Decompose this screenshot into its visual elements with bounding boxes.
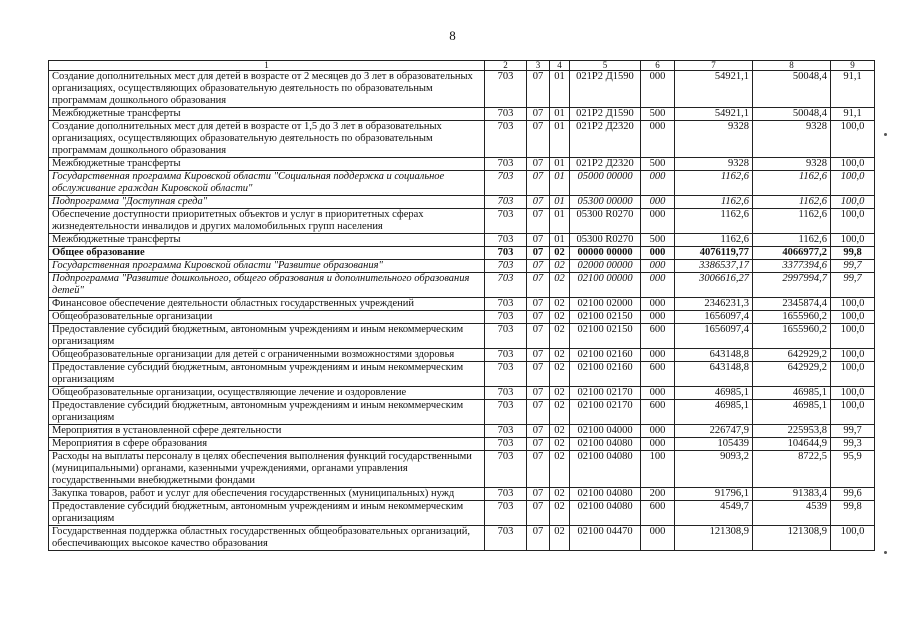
cell-percent: 100,0 <box>831 171 875 196</box>
row-name: Мероприятия в установленной сфере деятельности <box>49 425 485 438</box>
cell-expense-type: 600 <box>641 501 675 526</box>
column-number: 4 <box>550 61 570 71</box>
cell-expense-type: 000 <box>641 349 675 362</box>
row-name: Предоставление субсидий бюджетным, автономным учреждениям и иным некоммерческим организациям <box>49 501 485 526</box>
cell-section: 07 <box>527 349 550 362</box>
cell-subsection: 01 <box>550 234 570 247</box>
column-number-row <box>49 61 875 71</box>
cell-percent: 100,0 <box>831 209 875 234</box>
cell-target-article: 021P2 Д2320 <box>570 121 641 158</box>
cell-ved-code: 703 <box>485 71 527 108</box>
row-name: Межбюджетные трансферты <box>49 234 485 247</box>
cell-section: 07 <box>527 311 550 324</box>
row-name: Предоставление субсидий бюджетным, автономным учреждениям и иным некоммерческим организациям <box>49 324 485 349</box>
column-number: 5 <box>570 61 641 71</box>
cell-planned: 91796,1 <box>675 488 753 501</box>
cell-percent: 100,0 <box>831 324 875 349</box>
cell-expense-type: 500 <box>641 158 675 171</box>
row-name: Межбюджетные трансферты <box>49 158 485 171</box>
cell-percent: 100,0 <box>831 121 875 158</box>
cell-executed: 1162,6 <box>753 171 831 196</box>
cell-section: 07 <box>527 196 550 209</box>
column-number: 1 <box>49 61 485 71</box>
cell-ved-code: 703 <box>485 324 527 349</box>
cell-executed: 1162,6 <box>753 196 831 209</box>
table-row <box>49 71 875 108</box>
cell-section: 07 <box>527 260 550 273</box>
table-row <box>49 273 875 298</box>
cell-expense-type: 000 <box>641 71 675 108</box>
cell-planned: 46985,1 <box>675 400 753 425</box>
table-row <box>49 526 875 551</box>
cell-subsection: 02 <box>550 400 570 425</box>
cell-target-article: 02100 02150 <box>570 324 641 349</box>
cell-planned: 121308,9 <box>675 526 753 551</box>
cell-target-article: 02100 02160 <box>570 349 641 362</box>
cell-executed: 1655960,2 <box>753 324 831 349</box>
table-row <box>49 362 875 387</box>
cell-target-article: 02100 02170 <box>570 400 641 425</box>
cell-executed: 104644,9 <box>753 438 831 451</box>
cell-subsection: 01 <box>550 171 570 196</box>
table-row <box>49 501 875 526</box>
cell-expense-type: 600 <box>641 400 675 425</box>
cell-percent: 100,0 <box>831 349 875 362</box>
cell-subsection: 02 <box>550 425 570 438</box>
row-name: Предоставление субсидий бюджетным, автономным учреждениям и иным некоммерческим организациям <box>49 362 485 387</box>
cell-executed: 4539 <box>753 501 831 526</box>
cell-expense-type: 000 <box>641 196 675 209</box>
cell-ved-code: 703 <box>485 311 527 324</box>
cell-section: 07 <box>527 438 550 451</box>
cell-percent: 100,0 <box>831 158 875 171</box>
cell-section: 07 <box>527 171 550 196</box>
row-name: Подпрограмма "Развитие дошкольного, общего образования и дополнительного образования детей" <box>49 273 485 298</box>
column-number: 6 <box>641 61 675 71</box>
table-row <box>49 298 875 311</box>
cell-subsection: 02 <box>550 438 570 451</box>
column-number: 2 <box>485 61 527 71</box>
row-name: Общее образование <box>49 247 485 260</box>
cell-subsection: 02 <box>550 488 570 501</box>
cell-percent: 99,8 <box>831 501 875 526</box>
table-row <box>49 400 875 425</box>
cell-target-article: 02100 02160 <box>570 362 641 387</box>
cell-executed: 8722,5 <box>753 451 831 488</box>
cell-section: 07 <box>527 121 550 158</box>
cell-subsection: 02 <box>550 247 570 260</box>
cell-planned: 1162,6 <box>675 209 753 234</box>
cell-executed: 121308,9 <box>753 526 831 551</box>
cell-executed: 50048,4 <box>753 71 831 108</box>
cell-executed: 2997994,7 <box>753 273 831 298</box>
cell-expense-type: 000 <box>641 273 675 298</box>
cell-planned: 46985,1 <box>675 387 753 400</box>
cell-executed: 642929,2 <box>753 362 831 387</box>
row-name: Государственная программа Кировской области "Социальная поддержка и социальное обслуживание граждан Кировской области" <box>49 171 485 196</box>
row-name: Общеобразовательные организации <box>49 311 485 324</box>
cell-section: 07 <box>527 298 550 311</box>
cell-subsection: 02 <box>550 362 570 387</box>
cell-expense-type: 500 <box>641 234 675 247</box>
cell-section: 07 <box>527 526 550 551</box>
cell-section: 07 <box>527 400 550 425</box>
cell-executed: 1162,6 <box>753 209 831 234</box>
cell-expense-type: 500 <box>641 108 675 121</box>
cell-percent: 99,7 <box>831 260 875 273</box>
cell-target-article: 05300 R0270 <box>570 234 641 247</box>
cell-target-article: 02100 02150 <box>570 311 641 324</box>
cell-executed: 9328 <box>753 158 831 171</box>
row-name: Подпрограмма "Доступная среда" <box>49 196 485 209</box>
cell-executed: 1162,6 <box>753 234 831 247</box>
cell-percent: 99,6 <box>831 488 875 501</box>
cell-subsection: 02 <box>550 260 570 273</box>
cell-section: 07 <box>527 209 550 234</box>
cell-planned: 9093,2 <box>675 451 753 488</box>
cell-executed: 91383,4 <box>753 488 831 501</box>
cell-executed: 50048,4 <box>753 108 831 121</box>
cell-section: 07 <box>527 247 550 260</box>
cell-expense-type: 000 <box>641 298 675 311</box>
cell-subsection: 02 <box>550 311 570 324</box>
cell-percent: 100,0 <box>831 362 875 387</box>
cell-ved-code: 703 <box>485 501 527 526</box>
cell-executed: 1655960,2 <box>753 311 831 324</box>
cell-expense-type: 000 <box>641 260 675 273</box>
cell-subsection: 02 <box>550 349 570 362</box>
cell-ved-code: 703 <box>485 108 527 121</box>
cell-ved-code: 703 <box>485 273 527 298</box>
table-row <box>49 488 875 501</box>
cell-ved-code: 703 <box>485 234 527 247</box>
cell-planned: 226747,9 <box>675 425 753 438</box>
scan-speck <box>884 133 887 136</box>
cell-target-article: 00000 00000 <box>570 247 641 260</box>
cell-subsection: 01 <box>550 108 570 121</box>
cell-target-article: 02100 02170 <box>570 387 641 400</box>
cell-target-article: 02100 04080 <box>570 488 641 501</box>
cell-executed: 642929,2 <box>753 349 831 362</box>
cell-section: 07 <box>527 425 550 438</box>
cell-percent: 91,1 <box>831 71 875 108</box>
cell-ved-code: 703 <box>485 451 527 488</box>
cell-planned: 3006616,27 <box>675 273 753 298</box>
table-row <box>49 425 875 438</box>
cell-expense-type: 200 <box>641 488 675 501</box>
cell-percent: 99,7 <box>831 425 875 438</box>
cell-subsection: 02 <box>550 273 570 298</box>
cell-subsection: 02 <box>550 501 570 526</box>
row-name: Закупка товаров, работ и услуг для обеспечения государственных (муниципальных) нужд <box>49 488 485 501</box>
cell-section: 07 <box>527 324 550 349</box>
cell-ved-code: 703 <box>485 488 527 501</box>
cell-section: 07 <box>527 71 550 108</box>
cell-subsection: 02 <box>550 451 570 488</box>
row-name: Создание дополнительных мест для детей в возрасте от 2 месяцев до 3 лет в образовательных организациях, осуществляющих образовательную деятельность по образовательным программам дошкольного образования <box>49 71 485 108</box>
cell-target-article: 02100 02000 <box>570 298 641 311</box>
cell-section: 07 <box>527 273 550 298</box>
table-row <box>49 121 875 158</box>
cell-target-article: 02100 04080 <box>570 501 641 526</box>
table-row <box>49 311 875 324</box>
cell-planned: 2346231,3 <box>675 298 753 311</box>
cell-percent: 100,0 <box>831 196 875 209</box>
cell-ved-code: 703 <box>485 298 527 311</box>
cell-expense-type: 600 <box>641 362 675 387</box>
cell-expense-type: 000 <box>641 438 675 451</box>
cell-expense-type: 000 <box>641 387 675 400</box>
cell-expense-type: 000 <box>641 425 675 438</box>
scan-speck <box>884 551 887 554</box>
cell-planned: 1162,6 <box>675 171 753 196</box>
cell-ved-code: 703 <box>485 526 527 551</box>
cell-subsection: 01 <box>550 71 570 108</box>
table-row <box>49 260 875 273</box>
cell-ved-code: 703 <box>485 260 527 273</box>
cell-ved-code: 703 <box>485 349 527 362</box>
cell-section: 07 <box>527 488 550 501</box>
cell-percent: 100,0 <box>831 234 875 247</box>
column-number: 9 <box>831 61 875 71</box>
cell-expense-type: 000 <box>641 311 675 324</box>
cell-executed: 4066977,2 <box>753 247 831 260</box>
cell-subsection: 01 <box>550 196 570 209</box>
cell-ved-code: 703 <box>485 196 527 209</box>
cell-percent: 91,1 <box>831 108 875 121</box>
row-name: Межбюджетные трансферты <box>49 108 485 121</box>
cell-target-article: 02100 04080 <box>570 438 641 451</box>
cell-expense-type: 000 <box>641 121 675 158</box>
cell-executed: 2345874,4 <box>753 298 831 311</box>
cell-percent: 100,0 <box>831 298 875 311</box>
column-number: 7 <box>675 61 753 71</box>
row-name: Общеобразовательные организации для детей с ограниченными возможностями здоровья <box>49 349 485 362</box>
cell-section: 07 <box>527 234 550 247</box>
cell-subsection: 01 <box>550 121 570 158</box>
cell-percent: 100,0 <box>831 526 875 551</box>
cell-expense-type: 600 <box>641 324 675 349</box>
cell-planned: 54921,1 <box>675 71 753 108</box>
cell-planned: 1162,6 <box>675 196 753 209</box>
table-row <box>49 171 875 196</box>
cell-planned: 3386537,17 <box>675 260 753 273</box>
cell-executed: 225953,8 <box>753 425 831 438</box>
cell-target-article: 021P2 Д1590 <box>570 108 641 121</box>
table-row <box>49 234 875 247</box>
table-row <box>49 158 875 171</box>
budget-table <box>48 60 875 551</box>
cell-section: 07 <box>527 387 550 400</box>
cell-planned: 54921,1 <box>675 108 753 121</box>
cell-section: 07 <box>527 108 550 121</box>
cell-ved-code: 703 <box>485 400 527 425</box>
cell-executed: 46985,1 <box>753 400 831 425</box>
cell-target-article: 05000 00000 <box>570 171 641 196</box>
cell-target-article: 05300 00000 <box>570 196 641 209</box>
cell-subsection: 01 <box>550 158 570 171</box>
cell-planned: 4549,7 <box>675 501 753 526</box>
table-row <box>49 196 875 209</box>
cell-section: 07 <box>527 158 550 171</box>
cell-subsection: 02 <box>550 298 570 311</box>
table-row <box>49 438 875 451</box>
cell-target-article: 02100 04080 <box>570 451 641 488</box>
table-row <box>49 209 875 234</box>
row-name: Финансовое обеспечение деятельности областных государственных учреждений <box>49 298 485 311</box>
cell-target-article: 021P2 Д2320 <box>570 158 641 171</box>
cell-planned: 4076119,77 <box>675 247 753 260</box>
cell-planned: 643148,8 <box>675 362 753 387</box>
table-row <box>49 247 875 260</box>
row-name: Государственная программа Кировской области "Развитие образования" <box>49 260 485 273</box>
cell-expense-type: 100 <box>641 451 675 488</box>
cell-section: 07 <box>527 362 550 387</box>
cell-ved-code: 703 <box>485 425 527 438</box>
cell-ved-code: 703 <box>485 362 527 387</box>
cell-section: 07 <box>527 451 550 488</box>
column-number: 8 <box>753 61 831 71</box>
cell-expense-type: 000 <box>641 209 675 234</box>
cell-planned: 1656097,4 <box>675 324 753 349</box>
cell-planned: 105439 <box>675 438 753 451</box>
cell-ved-code: 703 <box>485 209 527 234</box>
row-name: Создание дополнительных мест для детей в возрасте от 1,5 до 3 лет в образовательных организациях, осуществляющих образовательную деятельность по образовательным программам дошкольного образования <box>49 121 485 158</box>
table-row <box>49 108 875 121</box>
cell-ved-code: 703 <box>485 438 527 451</box>
cell-expense-type: 000 <box>641 526 675 551</box>
cell-expense-type: 000 <box>641 247 675 260</box>
cell-planned: 9328 <box>675 158 753 171</box>
cell-executed: 9328 <box>753 121 831 158</box>
cell-planned: 9328 <box>675 121 753 158</box>
column-number: 3 <box>527 61 550 71</box>
row-name: Общеобразовательные организации, осуществляющие лечение и оздоровление <box>49 387 485 400</box>
cell-ved-code: 703 <box>485 158 527 171</box>
cell-target-article: 02100 04000 <box>570 425 641 438</box>
cell-executed: 3377394,6 <box>753 260 831 273</box>
table-row <box>49 387 875 400</box>
cell-ved-code: 703 <box>485 247 527 260</box>
cell-target-article: 02000 00000 <box>570 260 641 273</box>
cell-subsection: 02 <box>550 324 570 349</box>
cell-percent: 99,8 <box>831 247 875 260</box>
row-name: Расходы на выплаты персоналу в целях обеспечения выполнения функций государственными (муниципальными) органами, казенными учреждениями, органами управления государственными внебюджетными фондами <box>49 451 485 488</box>
cell-subsection: 02 <box>550 526 570 551</box>
cell-target-article: 02100 00000 <box>570 273 641 298</box>
cell-subsection: 01 <box>550 209 570 234</box>
cell-percent: 99,3 <box>831 438 875 451</box>
cell-planned: 1656097,4 <box>675 311 753 324</box>
cell-ved-code: 703 <box>485 387 527 400</box>
cell-target-article: 021P2 Д1590 <box>570 71 641 108</box>
cell-section: 07 <box>527 501 550 526</box>
row-name: Государственная поддержка областных государственных общеобразовательных организаций, обеспечивающих высокое качество образования <box>49 526 485 551</box>
page-number: 8 <box>449 28 456 43</box>
cell-planned: 1162,6 <box>675 234 753 247</box>
cell-percent: 99,7 <box>831 273 875 298</box>
cell-percent: 100,0 <box>831 387 875 400</box>
row-name: Предоставление субсидий бюджетным, автономным учреждениям и иным некоммерческим организациям <box>49 400 485 425</box>
cell-subsection: 02 <box>550 387 570 400</box>
table-row <box>49 451 875 488</box>
cell-percent: 95,9 <box>831 451 875 488</box>
cell-ved-code: 703 <box>485 121 527 158</box>
table-row <box>49 324 875 349</box>
table-row <box>49 349 875 362</box>
cell-percent: 100,0 <box>831 400 875 425</box>
row-name: Обеспечение доступности приоритетных объектов и услуг в приоритетных сферах жизнедеятельности инвалидов и других маломобильных групп населения <box>49 209 485 234</box>
row-name: Мероприятия в сфере образования <box>49 438 485 451</box>
cell-executed: 46985,1 <box>753 387 831 400</box>
cell-planned: 643148,8 <box>675 349 753 362</box>
cell-expense-type: 000 <box>641 171 675 196</box>
cell-target-article: 02100 04470 <box>570 526 641 551</box>
cell-ved-code: 703 <box>485 171 527 196</box>
cell-target-article: 05300 R0270 <box>570 209 641 234</box>
cell-percent: 100,0 <box>831 311 875 324</box>
